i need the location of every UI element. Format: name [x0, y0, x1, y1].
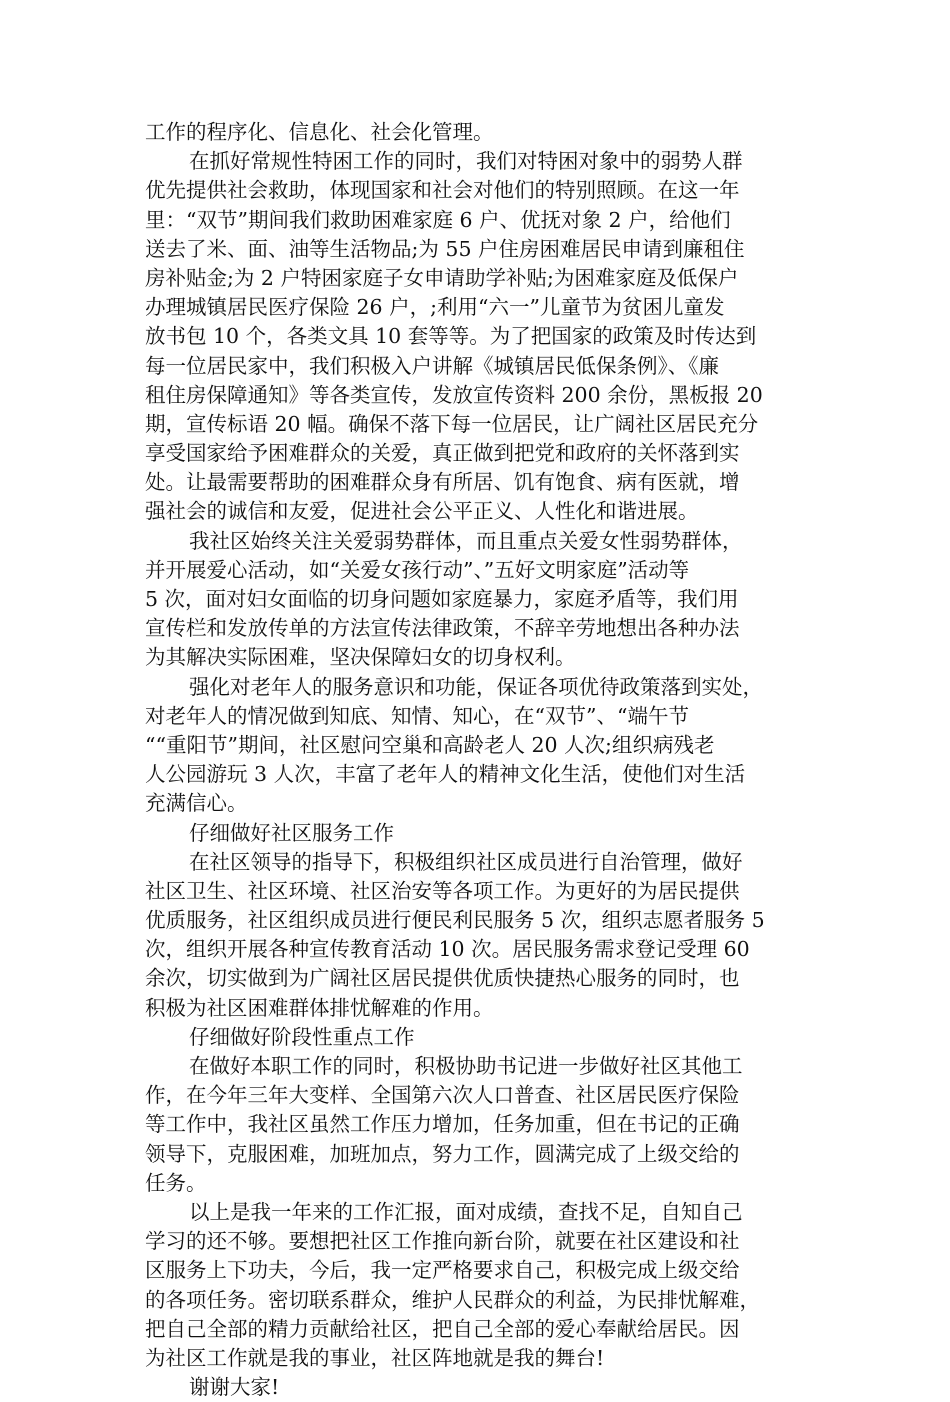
text-line: 在做好本职工作的同时，积极协助书记进一步做好社区其他工	[189, 1054, 743, 1078]
text-line: 对老年人的情况做到知底、知情、知心，在“双节”、“端午节	[145, 703, 689, 728]
text-line: 在社区领导的指导下，积极组织社区成员进行自治管理，做好	[189, 849, 743, 874]
text-line: 处。让最需要帮助的困难群众身有所居、饥有饱食、病有医就，增	[145, 470, 740, 495]
text-line: 里：“双节”期间我们救助困难家庭 6 户、优抚对象 2 户，给他们	[145, 207, 731, 232]
text-line: 人公园游玩 3 人次，丰富了老年人的精神文化生活，使他们对生活	[145, 762, 746, 787]
text-line: 余次，切实做到为广阔社区居民提供优质快捷热心服务的同时，也	[145, 966, 740, 991]
text-line: 社区卫生、社区环境、社区治安等各项工作。为更好的为居民提供	[145, 878, 740, 903]
text-line: 我社区始终关注关爱弱势群体，而且重点关爱女性弱势群体，	[189, 528, 743, 553]
text-line: 仔细做好阶段性重点工作	[189, 1024, 415, 1049]
text-line: 5 次，面对妇女面临的切身问题如家庭暴力，家庭矛盾等，我们用	[145, 587, 739, 611]
text-line: 学习的还不够。要想把社区工作推向新台阶，就要在社区建设和社	[145, 1229, 740, 1254]
text-line: 仔细做好社区服务工作	[189, 820, 394, 845]
text-line: 并开展爱心活动，如“关爱女孩行动”、”五好文明家庭”活动等	[145, 557, 690, 582]
text-line: 为其解决实际困难，坚决保障妇女的切身权利。	[145, 645, 576, 670]
text-line: 送去了米、面、油等生活物品;为 55 户住房困难居民申请到廉租住	[145, 236, 745, 261]
text-line: 优先提供社会救助，体现国家和社会对他们的特别照顾。在这一年	[145, 178, 740, 203]
text-line: 房补贴金;为 2 户特困家庭子女申请助学补贴;为困难家庭及低保户	[145, 265, 739, 290]
text-line: 的各项任务。密切联系群众，维护人民群众的利益，为民排忧解难，	[145, 1287, 760, 1312]
text-line: ““重阳节”期间，社区慰问空巢和高龄老人 20 人次;组织病残老	[145, 732, 715, 757]
text-line: 办理城镇居民医疗保险 26 户，;利用“六一”儿童节为贫困儿童发	[145, 295, 725, 320]
text-line: 租住房保障通知》等各类宣传，发放宣传资料 200 余份，黑板报 20	[145, 382, 763, 407]
text-line: 任务。	[145, 1170, 207, 1195]
text-line: 放书包 10 个，各类文具 10 套等等。为了把国家的政策及时传达到	[145, 324, 757, 349]
text-line: 为社区工作就是我的事业，社区阵地就是我的舞台!	[145, 1345, 605, 1370]
text-line: 把自己全部的精力贡献给社区，把自己全部的爱心奉献给居民。因	[145, 1316, 740, 1341]
text-line: 期，宣传标语 20 幅。确保不落下每一位居民，让广阔社区居民充分	[145, 411, 759, 436]
text-line: 强社会的诚信和友爱，促进社会公平正义、人性化和谐进展。	[145, 499, 699, 524]
text-line: 工作的程序化、信息化、社会化管理。	[145, 120, 494, 144]
text-line: 等工作中，我社区虽然工作压力增加，任务加重，但在书记的正确	[145, 1112, 740, 1137]
text-line: 次，组织开展各种宣传教育活动 10 次。居民服务需求登记受理 60	[145, 937, 750, 962]
text-line: 积极为社区困难群体排忧解难的作用。	[145, 995, 494, 1020]
text-line: 以上是我一年来的工作汇报，面对成绩，查找不足，自知自己	[189, 1199, 743, 1224]
text-line: 强化对老年人的服务意识和功能，保证各项优待政策落到实处，	[189, 674, 763, 699]
text-line: 区服务上下功夫，今后，我一定严格要求自己，积极完成上级交给	[145, 1258, 740, 1283]
text-line: 作，在今年三年大变样、全国第六次人口普查、社区居民医疗保险	[145, 1083, 740, 1108]
text-line: 谢谢大家!	[189, 1375, 280, 1400]
text-line: 享受国家给予困难群众的关爱，真正做到把党和政府的关怀落到实	[145, 441, 740, 466]
text-line: 领导下，克服困难，加班加点，努力工作，圆满完成了上级交给的	[145, 1141, 740, 1166]
text-line: 优质服务，社区组织成员进行便民利民服务 5 次，组织志愿者服务 5	[145, 908, 765, 933]
text-line: 每一位居民家中，我们积极入户讲解《城镇居民低保条例》、《廉	[145, 353, 719, 378]
document-body	[145, 118, 813, 1402]
text-line: 充满信心。	[145, 791, 248, 816]
text-line: 宣传栏和发放传单的方法宣传法律政策，不辞辛劳地想出各种办法	[145, 616, 740, 641]
text-line: 在抓好常规性特困工作的同时，我们对特困对象中的弱势人群	[189, 149, 743, 174]
